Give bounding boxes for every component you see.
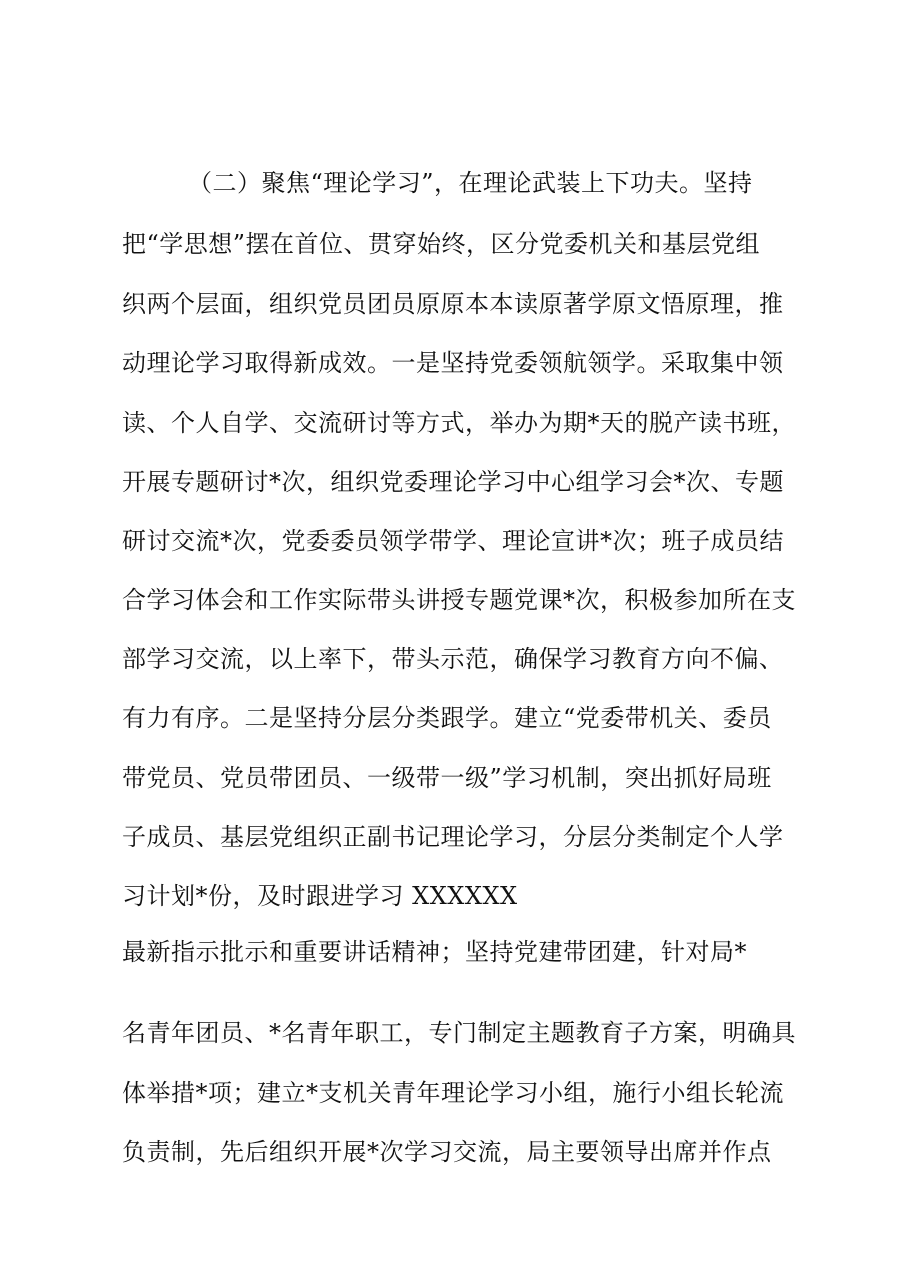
paragraph-line-2: 把“学思想”摆在首位、贯穿始终，区分党委机关和基层党组 [122,230,761,258]
paragraph-line-1: （二）聚焦“理论学习”，在理论武装上下功夫。坚持 [188,169,753,197]
paragraph-line-3: 织两个层面，组织党员团员原原本本读原著学原文悟原理，推 [122,290,784,318]
paragraph-line-16: 体举措*项；建立*支机关青年理论学习小组，施行小组长轮流 [122,1079,784,1107]
paragraph-line-7: 研讨交流*次，党委委员领学带学、理论宣讲*次；班子成员结 [122,527,784,555]
paragraph-line-4: 动理论学习取得新成效。一是坚持党委领航领学。采取集中领 [122,349,784,377]
paragraph-line-10: 有力有序。二是坚持分层分类跟学。建立“党委带机关、委员 [122,704,772,732]
paragraph-line-11: 带党员、党员带团员、一级带一级”学习机制，突出抓好局班 [122,764,772,792]
paragraph-line-9: 部学习交流，以上率下，带头示范，确保学习教育方向不偏、 [122,645,784,673]
paragraph-line-15: 名青年团员、*名青年职工，专门制定主题教育子方案，明确具 [122,1019,796,1047]
paragraph-line-5: 读、个人自学、交流研讨等方式，举办为期*天的脱产读书班， [122,409,796,437]
paragraph-line-12: 子成员、基层党组织正副书记理论学习，分层分类制定个人学 [122,823,784,851]
paragraph-line-6: 开展专题研讨*次，组织党委理论学习中心组学习会*次、专题 [122,468,784,496]
paragraph-line-13: 习计划*份，及时跟进学习 XXXXXX [122,882,518,910]
paragraph-line-14: 最新指示批示和重要讲话精神；坚持党建带团建，针对局* [122,938,747,966]
paragraph-line-17: 负责制，先后组织开展*次学习交流，局主要领导出席并作点 [122,1138,772,1166]
paragraph-line-8: 合学习体会和工作实际带头讲授专题党课*次，积极参加所在支 [122,586,796,614]
